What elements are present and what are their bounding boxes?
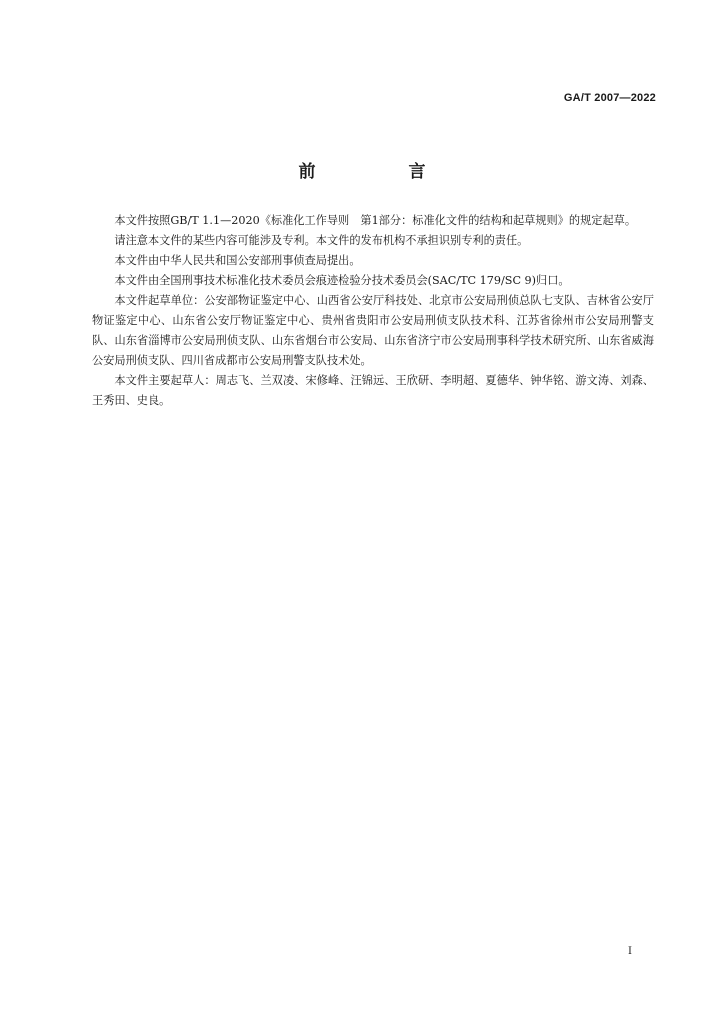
paragraph-drafting-rules: 本文件按照GB/T 1.1—2020《标准化工作导则 第1部分：标准化文件的结构和起草规则》的规定起草。 bbox=[114, 214, 637, 227]
paragraph-proposer: 本文件由中华人民共和国公安部刑事侦查局提出。 bbox=[114, 254, 361, 267]
page-number: Ⅰ bbox=[628, 946, 632, 957]
paragraph-drafting-units: 本文件起草单位：公安部物证鉴定中心、山西省公安厅科技处、北京市公安局刑侦总队七支队、吉林省公安厅物证鉴定中心、山东省公安厅物证鉴定中心、贵州省贵阳市公安局刑侦支队技术科、江苏省徐州市公安局刑警支队、山东省淄博市公安局刑侦支队、山东省烟台市公安局、山东省济宁市公安局刑事科学技术研究所、山东省威海公安局刑侦支队、四川省成都市公安局刑警支队技术处。 bbox=[92, 294, 654, 367]
paragraph-drafters: 本文件主要起草人：周志飞、兰双凌、宋修峰、汪锦远、王欣研、李明超、夏德华、钟华铭、游文涛、刘森、王秀田、史良。 bbox=[92, 374, 654, 407]
standard-code: GA/T 2007—2022 bbox=[563, 92, 656, 104]
paragraph-committee: 本文件由全国刑事技术标准化技术委员会痕迹检验分技术委员会(SAC/TC 179/SC 9)归口。 bbox=[114, 274, 570, 287]
paragraph-patent-notice: 请注意本文件的某些内容可能涉及专利。本文件的发布机构不承担识别专利的责任。 bbox=[114, 234, 529, 247]
foreword-body bbox=[92, 211, 654, 411]
page-title: 前 言 bbox=[298, 162, 464, 182]
